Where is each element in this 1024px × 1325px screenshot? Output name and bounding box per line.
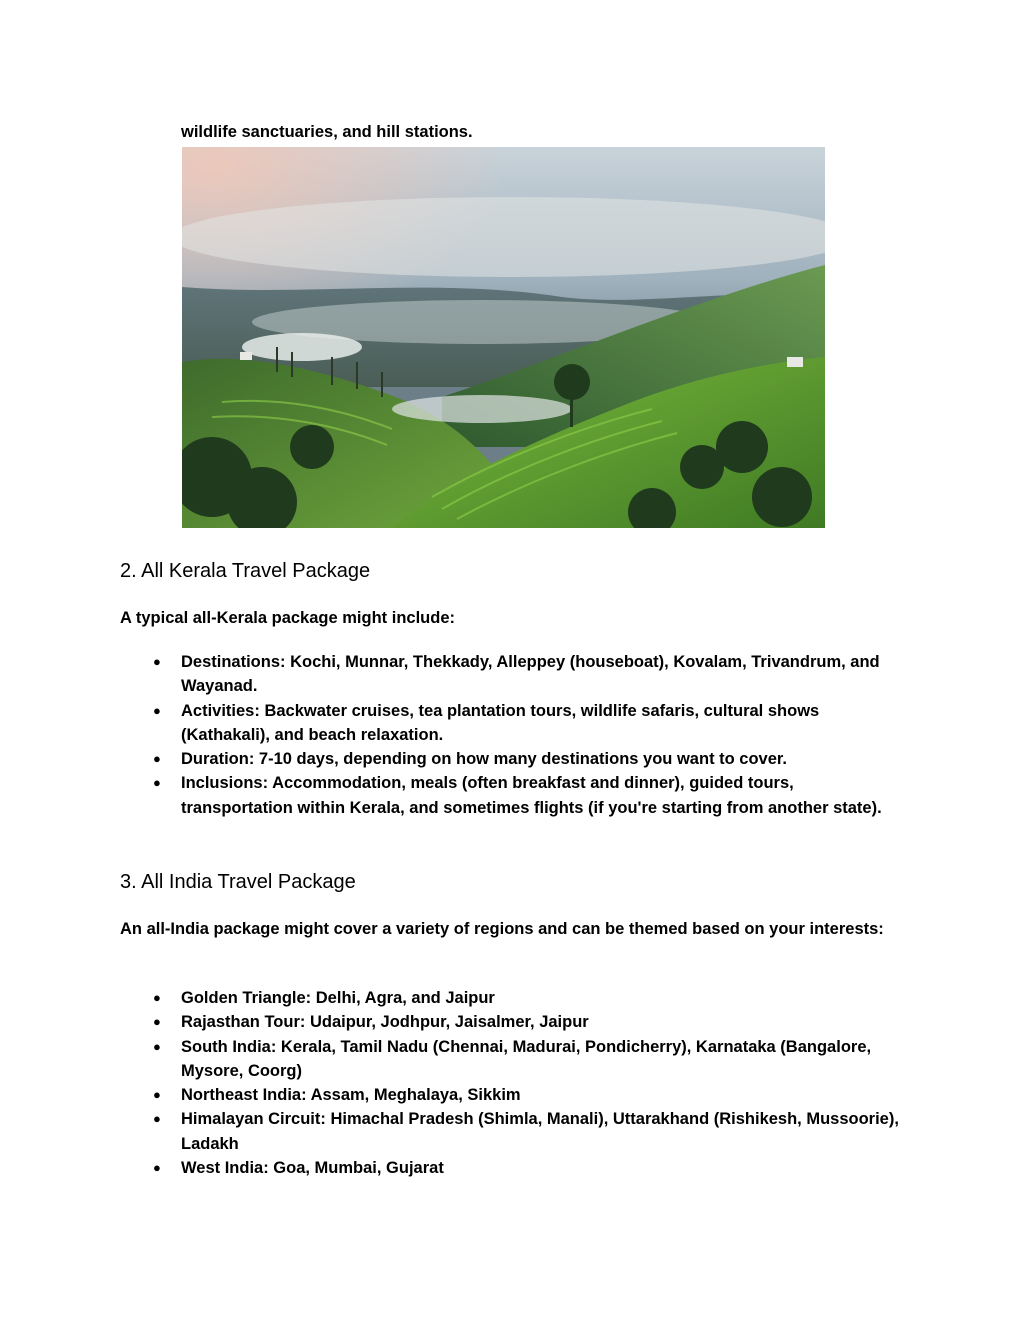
bullet-icon: ● [153,1087,161,1103]
bullet-icon: ● [153,990,161,1005]
list-item: ● Himalayan Circuit: Himachal Pradesh (Shimla, Manali), Uttarakhand (Rishikesh, Mussoorie), Ladakh [120,1107,910,1156]
india-intro: An all-India package might cover a variety of regions and can be themed based on your interests: [120,920,884,938]
list-item: ● South India: Kerala, Tamil Nadu (Chennai, Madurai, Pondicherry), Karnataka (Bangalore, Mysore, Coorg) [120,1035,910,1084]
list-item: ● Duration: 7-10 days, depending on how many destinations you want to cover. [120,747,910,771]
india-bullet-list [120,986,910,1180]
bullet-icon: ● [153,1111,161,1127]
list-item: ● Golden Triangle: Delhi, Agra, and Jaipur [120,986,910,1010]
bullet-icon: ● [153,702,161,718]
bullet-icon: ● [153,654,161,669]
list-item: ● Destinations: Kochi, Munnar, Thekkady, Alleppey (houseboat), Kovalam, Trivandrum, and Wayanad. [120,650,910,699]
section-heading-india: 3. All India Travel Package [120,871,356,893]
bullet-icon: ● [153,1160,161,1176]
continuation-text: wildlife sanctuaries, and hill stations. [181,123,473,141]
bullet-icon: ● [153,751,161,767]
bullet-icon: ● [153,1038,161,1054]
list-item: ● West India: Goa, Mumbai, Gujarat [120,1156,910,1180]
bullet-icon: ● [153,775,161,791]
list-item: ● Rajasthan Tour: Udaipur, Jodhpur, Jaisalmer, Jaipur [120,1010,910,1034]
kerala-intro: A typical all-Kerala package might include: [120,609,455,627]
kerala-bullet-list [120,650,910,820]
list-item: ● Northeast India: Assam, Meghalaya, Sikkim [120,1083,910,1107]
bullet-icon: ● [153,1014,161,1030]
section-heading-kerala: 2. All Kerala Travel Package [120,560,371,582]
tea-plantation-photo [182,147,825,528]
list-item: ● Inclusions: Accommodation, meals (often breakfast and dinner), guided tours, transportation within Kerala, and sometimes flights (if you're starting from another state). [120,771,910,820]
list-item: ● Activities: Backwater cruises, tea plantation tours, wildlife safaris, cultural shows (Kathakali), and beach relaxation. [120,699,910,748]
